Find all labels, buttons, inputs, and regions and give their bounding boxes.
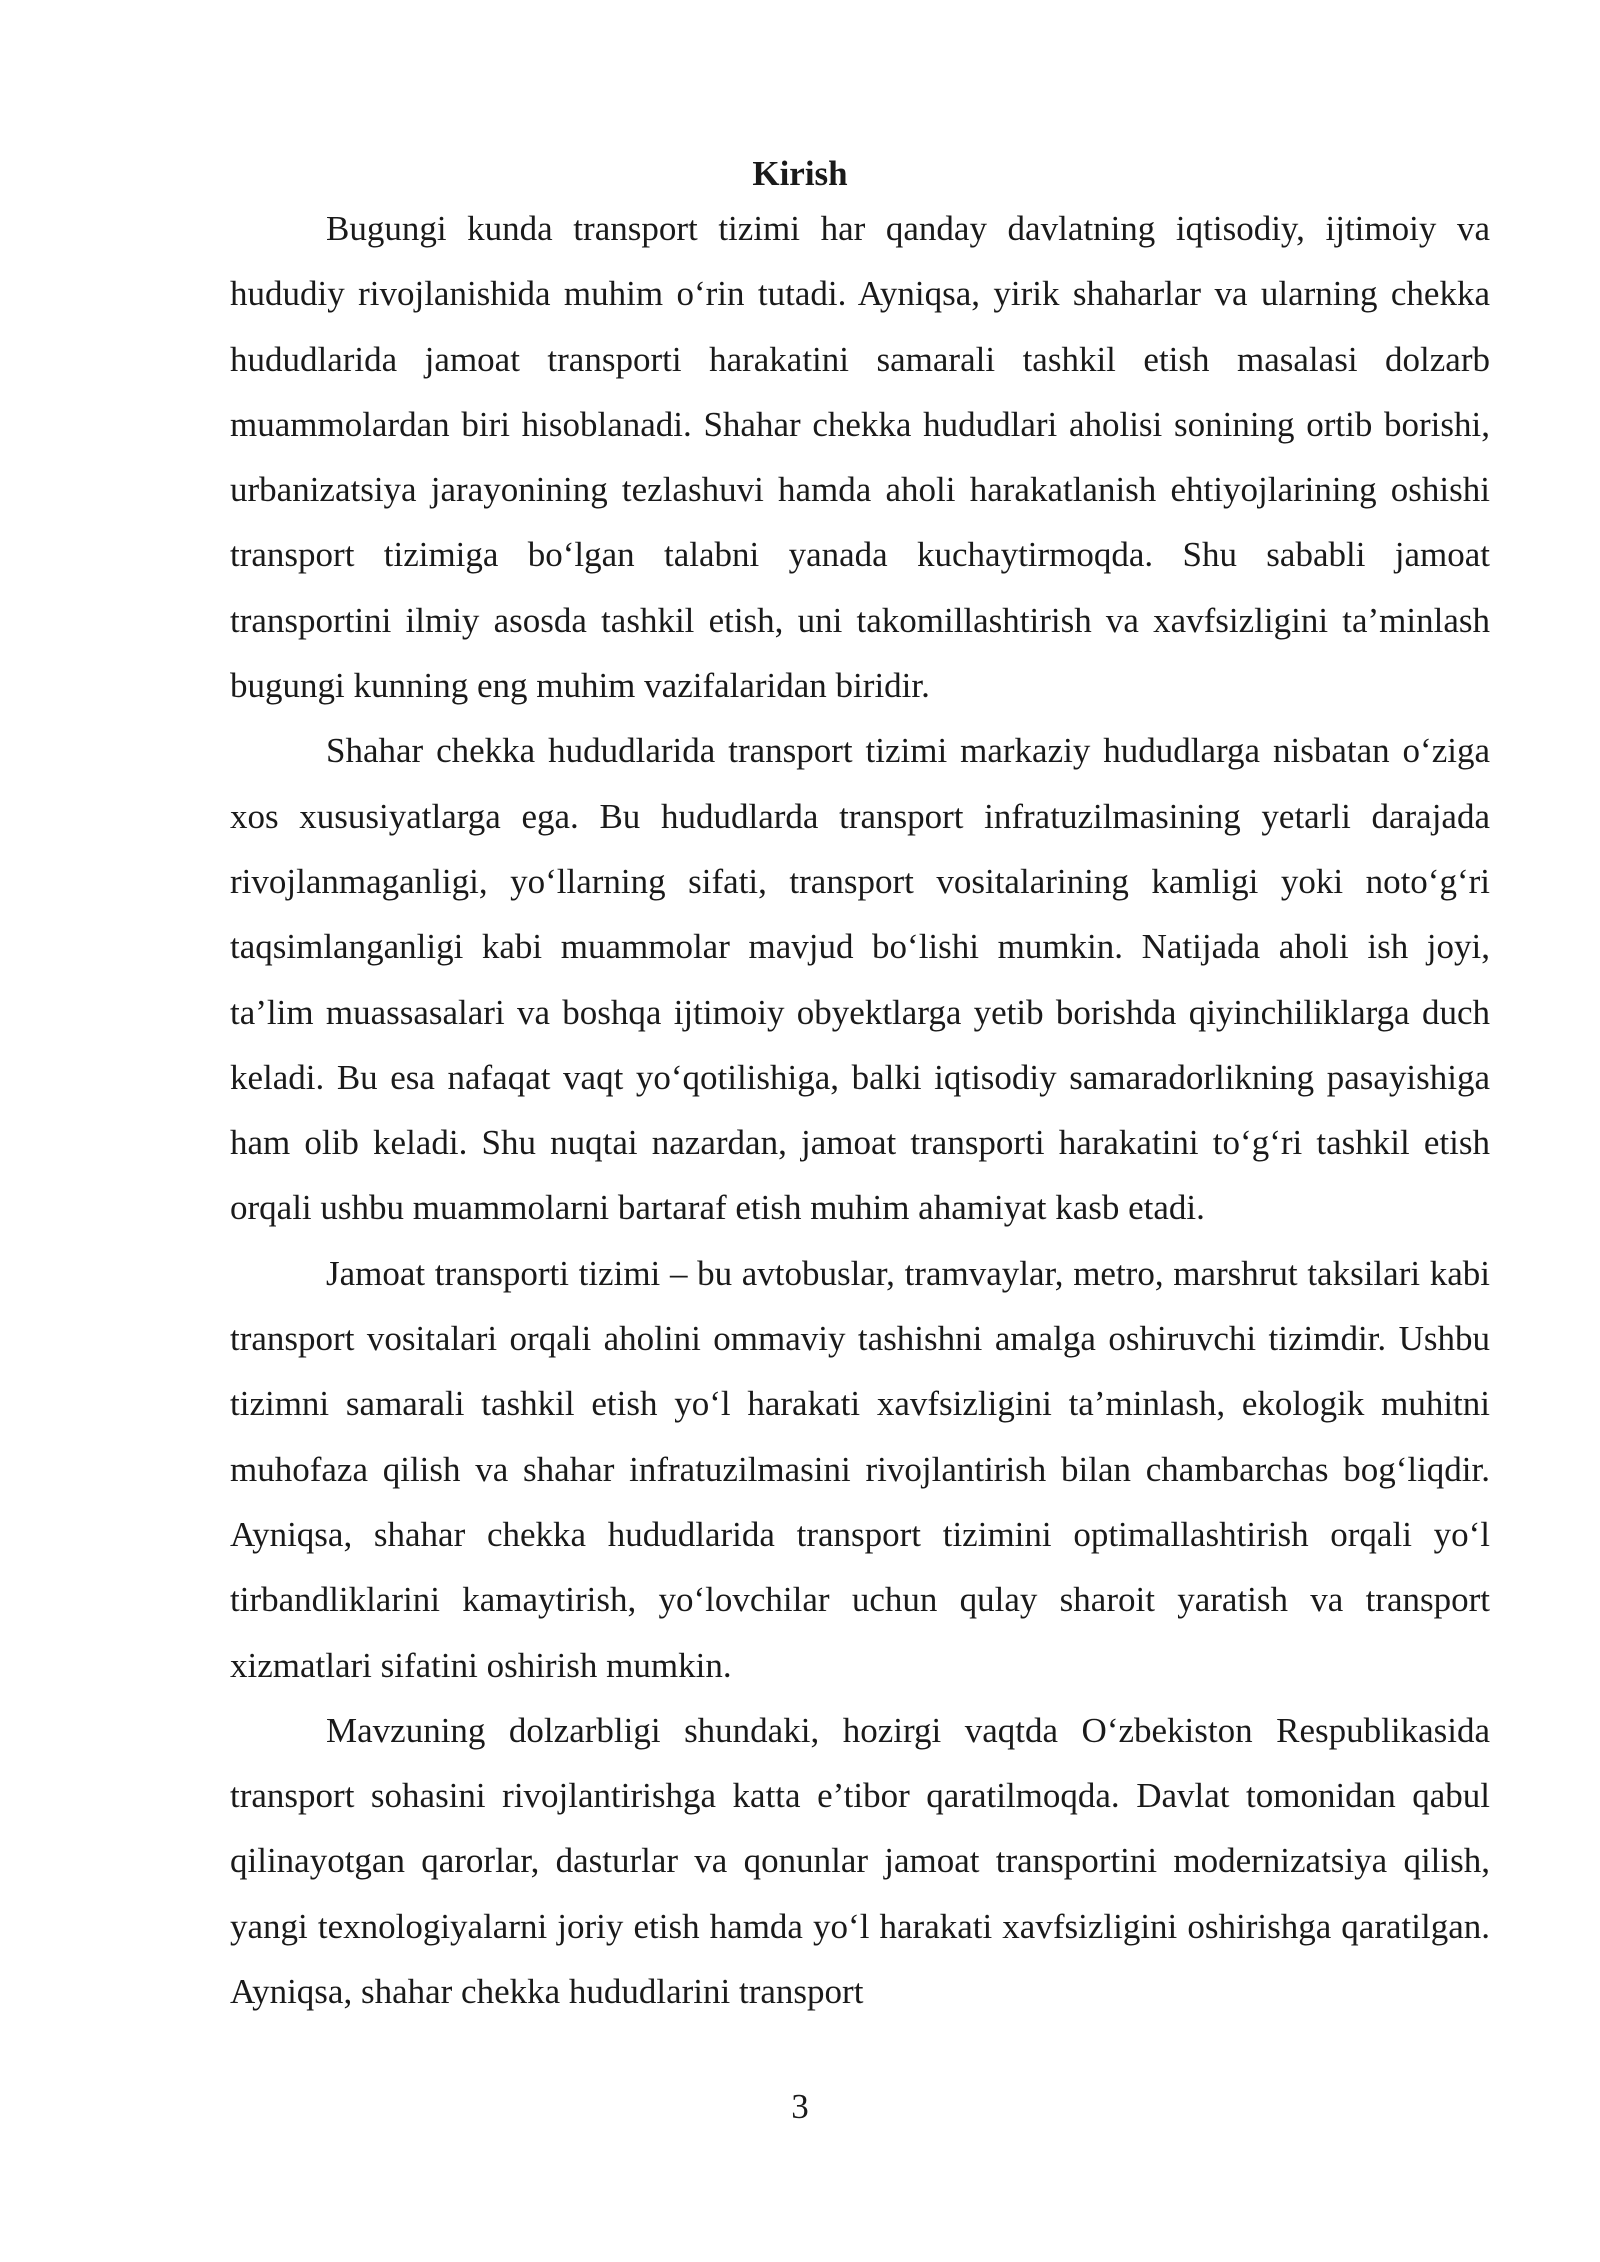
paragraph-4: Mavzuning dolzarbligi shundaki, hozirgi vaqtda O‘zbekiston Respublikasida transport sohasini rivojlantirishga katta e’tibor qaratilmoqda. Davlat tomonidan qabul qilinayotgan qarorlar, dasturlar va qonunlar jamoat transportini modernizatsiya qilish, yangi texnologiyalarni joriy etish hamda yo‘l harakati xavfsizligini oshirishga qaratilgan. Ayniqsa, shahar chekka hududlarini transport <box>230 1710 1490 2012</box>
body-text <box>230 196 1490 2024</box>
page-number: 3 <box>791 2087 809 2126</box>
paragraph-1: Bugungi kunda transport tizimi har qanday davlatning iqtisodiy, ijtimoiy va hududiy rivojlanishida muhim o‘rin tutadi. Ayniqsa, yirik shaharlar va ularning chekka hududlarida jamoat transporti harakatini samarali tashkil etish masalasi dolzarb muammolardan biri hisoblanadi. Shahar chekka hududlari aholisi sonining ortib borishi, urbanizatsiya jarayonining tezlashuvi hamda aholi harakatlanish ehtiyojlarining oshishi transport tizimiga bo‘lgan talabni yanada kuchaytirmoqda. Shu sababli jamoat transportini ilmiy asosda tashkil etish, uni takomillashtirish va xavfsizligini ta’minlash bugungi kunning eng muhim vazifalaridan biridir. <box>230 209 1490 706</box>
paragraph-2: Shahar chekka hududlarida transport tizimi markaziy hududlarga nisbatan o‘ziga xos xususiyatlarga ega. Bu hududlarda transport infratuzilmasining yetarli darajada rivojlanmaganligi, yo‘llarning sifati, transport vositalarining kamligi yoki noto‘g‘ri taqsimlanganligi kabi muammolar mavjud bo‘lishi mumkin. Natijada aholi ish joyi, ta’lim muassasalari va boshqa ijtimoiy obyektlarga yetib borishda qiyinchiliklarga duch keladi. Bu esa nafaqat vaqt yo‘qotilishiga, balki iqtisodiy samaradorlikning pasayishiga ham olib keladi. Shu nuqtai nazardan, jamoat transporti harakatini to‘g‘ri tashkil etish orqali ushbu muammolarni bartaraf etish muhim ahamiyat kasb etadi. <box>230 731 1490 1228</box>
paragraph-3: Jamoat transporti tizimi – bu avtobuslar, tramvaylar, metro, marshrut taksilari kabi transport vositalari orqali aholini ommaviy tashishni amalga oshiruvchi tizimdir. Ushbu tizimni samarali tashkil etish yo‘l harakati xavfsizligini ta’minlash, ekologik muhitni muhofaza qilish va shahar infratuzilmasini rivojlantirish bilan chambarchas bog‘liqdir. Ayniqsa, shahar chekka hududlarida transport tizimini optimallashtirish orqali yo‘l tirbandliklarini kamaytirish, yo‘lovchilar uchun qulay sharoit yaratish va transport xizmatlari sifatini oshirish mumkin. <box>230 1253 1490 1685</box>
page-heading: Kirish <box>752 154 848 193</box>
